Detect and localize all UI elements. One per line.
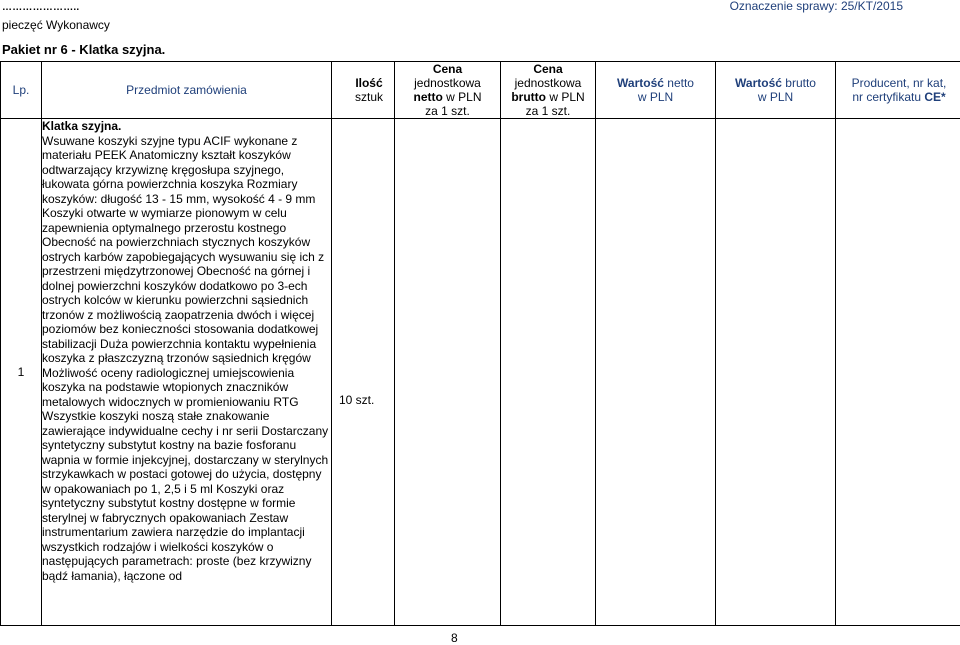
table-header-row: [1, 62, 960, 119]
row-value-gross-cell[interactable]: [716, 119, 836, 626]
header-quantity: [332, 62, 395, 119]
header-value-net: [596, 62, 716, 119]
header-value-gross-line2: w PLN: [758, 90, 793, 104]
header-unit-net-bold: netto: [413, 90, 442, 104]
header-unit-gross-line4: za 1 szt.: [526, 104, 571, 118]
header-quantity-line1: Ilość: [355, 76, 382, 90]
header-unit-net-line1: Cena: [433, 62, 462, 76]
header-unit-gross-line1: Cena: [533, 62, 562, 76]
row-unit-price-net-cell[interactable]: [395, 119, 501, 626]
package-title: Pakiet nr 6 - Klatka szyjna.: [2, 42, 165, 57]
row-description-text: Wsuwane koszyki szyjne typu ACIF wykonane z materiału PEEK Anatomiczny kształt koszyków odtwarzający krzywiznę kręgosłupa szyjnego, łukowata górna powierzchnia koszyka Rozmiary koszyków: długość 13 - 15 mm, wysokość 4 - 9 mm Koszyki otwarte w wymiarze pionowym w celu zapewnienia optymalnego przerostu kostnego Obecność na powierzchniach stycznych koszyków ostrych karbów zapobiegających wysuwaniu się ich z przestrzeni międzytrzonowej Obecność na górnej i dolnej powierzchni koszyków dodatkowo po 3-ech ostrych kolców w kierunku powierzchni sąsiednich trzonów z możliwością zaopatrzenia dwóch i więcej poziomów bez konieczności stosowania dodatkowej stabilizacji Duża powierzchnia kontaktu wypełnienia koszyka z płaszczyzną trzonów sąsiednich kręgów Możliwość oceny radiologicznej umiejscowienia koszyka na podstawie wtopionych znaczników metalowych widocznych w promieniowaniu RTG Wszystkie koszyki noszą stałe znakowanie zawierające indywidualne cechy i nr serii Dostarczany syntetyczny substytut kostny na bazie fosforanu wapnia w formie injekcyjnej, dostarczany w sterylnych strzykawkach w postaci gotowej do użycia, dostępny w opakowaniach po 1, 2,5 i 5 ml Koszyki oraz syntetyczny substytut kostny dostępne w formie sterylnej w fabrycznych opakowaniach Zestaw instrumentarium zawiera narzędzie do implantacji wszystkich rodzajów i wielkości koszyków o następujących parametrach: proste (bez krzywizny bądź łamania), łączone od: [42, 134, 331, 584]
table-row: [1, 119, 960, 626]
row-producer-cell[interactable]: [836, 119, 960, 626]
header-subject: Przedmiot zamówienia: [42, 62, 332, 119]
header-value-gross-bold: Wartość: [735, 76, 782, 90]
header-lp: Lp.: [1, 62, 42, 119]
header-quantity-line2: sztuk: [355, 90, 383, 104]
header-value-net-bold: Wartość: [617, 76, 664, 90]
header-producer-bold: CE*: [924, 90, 945, 104]
row-lp: 1: [1, 119, 42, 626]
header-value-net-rest: netto: [664, 76, 694, 90]
offer-table: [0, 61, 960, 626]
header-value-gross-rest: brutto: [782, 76, 816, 90]
header-unit-gross-line2: jednostkowa: [515, 76, 582, 90]
row-title: Klatka szyjna.: [42, 119, 331, 134]
header-producer-line1: Producent, nr kat,: [852, 76, 947, 90]
header-unit-gross-bold: brutto: [511, 90, 546, 104]
header-unit-gross-line3: w PLN: [546, 90, 585, 104]
header-unit-net-line4: za 1 szt.: [425, 104, 470, 118]
seal-label: pieczęć Wykonawcy: [2, 18, 110, 32]
case-reference: Oznaczenie sprawy: 25/KT/2015: [730, 0, 903, 13]
row-description: [42, 119, 332, 626]
header-producer: [836, 62, 960, 119]
header-unit-net-line3: w PLN: [443, 90, 482, 104]
row-unit-price-gross-cell[interactable]: [501, 119, 596, 626]
header-producer-line2: nr certyfikatu: [852, 90, 924, 104]
row-value-net-cell[interactable]: [596, 119, 716, 626]
header-unit-price-net: [395, 62, 501, 119]
row-quantity: 10 szt.: [332, 119, 395, 626]
seal-placeholder-dots: …………………..: [2, 2, 79, 13]
header-value-net-line2: w PLN: [638, 90, 673, 104]
header-value-gross: [716, 62, 836, 119]
header-unit-net-line2: jednostkowa: [414, 76, 481, 90]
page-number: 8: [451, 631, 458, 645]
header-unit-price-gross: [501, 62, 596, 119]
